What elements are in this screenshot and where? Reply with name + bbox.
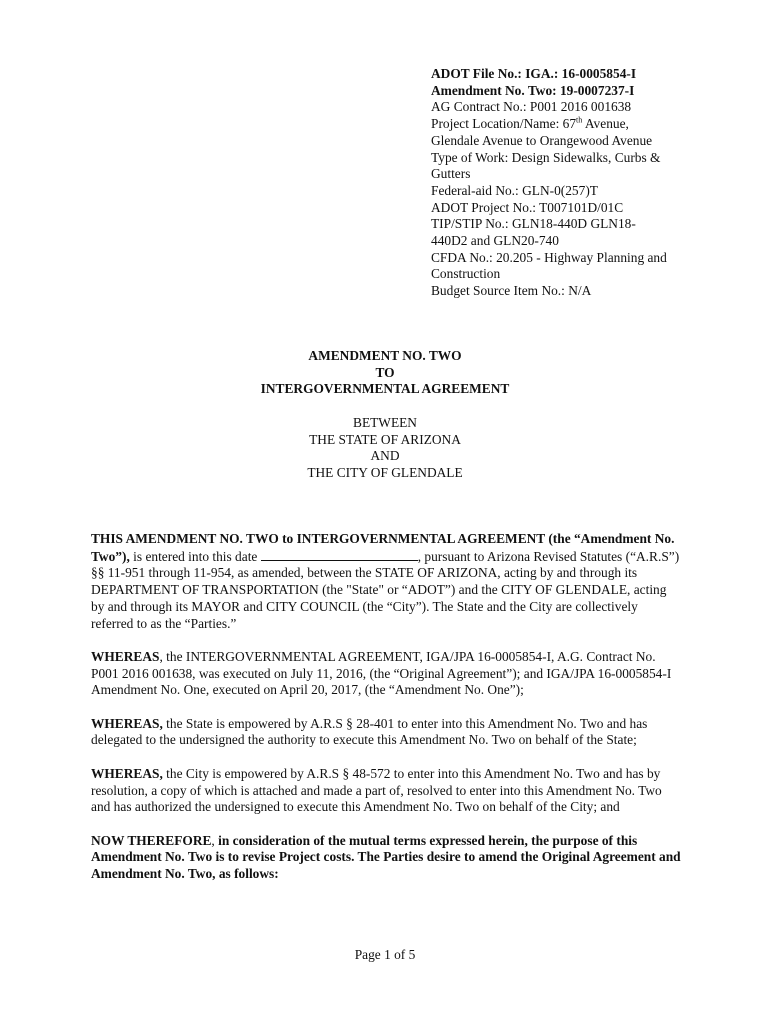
project-location: Project Location/Name: 67th Avenue,	[431, 115, 629, 132]
adot-project-number: ADOT Project No.: T007101D/01C	[431, 199, 624, 215]
title-line: TO	[375, 364, 395, 380]
parties-line: BETWEEN	[353, 415, 417, 430]
federal-aid-number: Federal-aid No.: GLN-0(257)T	[431, 182, 598, 198]
whereas-paragraph-3: WHEREAS, the City is empowered by A.R.S § 48-572 to enter into this Amendment No. Two and has by resolution, a copy of which is attached and made a part of, resolved to enter into this Amendment No. Two and has authorized the undersigned to execute this Amendment No. Two on behalf of the City; and	[91, 765, 662, 815]
parties-line: AND	[370, 448, 400, 464]
page-number: Page 1 of 5	[354, 947, 416, 962]
budget-source-item: Budget Source Item No.: N/A	[431, 283, 592, 299]
title-line: AMENDMENT NO. TWO	[308, 348, 462, 363]
whereas-paragraph-2: WHEREAS, the State is empowered by A.R.S § 28-401 to enter into this Amendment No. Two and has delegated to the undersigned the authority to execute this Amendment No. Two on behalf of the State;	[91, 715, 648, 748]
type-of-work: Type of Work: Design Sidewalks, Curbs &	[431, 149, 661, 165]
tip-stip-number: TIP/STIP No.: GLN18-440D GLN18-	[431, 216, 636, 232]
agreement-body	[91, 531, 683, 899]
tip-stip-number-line2: 440D2 and GLN20-740	[431, 233, 559, 249]
whereas-paragraph-1: WHEREAS, the INTERGOVERNMENTAL AGREEMENT, IGA/JPA 16-0005854-I, A.G. Contract No. P001 2016 001638, was executed on July 11, 2016, (the “Original Agreement”); and IGA/JPA 16-0005854-I Amendment No. One, executed on April 20, 2017, (the “Amendment No. One”);	[91, 648, 672, 698]
cfda-number-line2: Construction	[431, 266, 501, 282]
date-blank-line[interactable]	[261, 548, 418, 561]
parties-line: THE CITY OF GLENDALE	[307, 465, 463, 481]
adot-file-number: ADOT File No.: IGA.: 16-0005854-I	[431, 66, 637, 81]
intro-paragraph: THIS AMENDMENT NO. TWO to INTERGOVERNMENTAL AGREEMENT (the “Amendment No. Two”), is entered into this date , pursuant to Arizona Revised Statutes (“A.R.S”) §§ 11-951 through 11-954, as amended, between the STATE OF ARIZONA, acting by and through its DEPARTMENT OF TRANSPORTATION (the "State" or “ADOT”) and the CITY OF GLENDALE, acting by and through its MAYOR and CITY COUNCIL (the “City”). The State and the City are collectively referred to as the “Parties.”	[91, 531, 680, 631]
now-therefore-paragraph: NOW THEREFORE, in consideration of the mutual terms expressed herein, the purpose of this Amendment No. Two is to revise Project costs. The Parties desire to amend the Original Agreement and Amendment No. Two, as follows:	[91, 832, 681, 881]
parties-line: THE STATE OF ARIZONA	[309, 431, 461, 447]
ag-contract-number: AG Contract No.: P001 2016 001638	[431, 99, 632, 115]
parties-block	[0, 415, 770, 482]
title-line: INTERGOVERNMENTAL AGREEMENT	[260, 381, 510, 397]
type-of-work-line2: Gutters	[431, 166, 471, 182]
document-title	[0, 348, 770, 398]
amendment-number: Amendment No. Two: 19-0007237-I	[431, 82, 635, 98]
cfda-number: CFDA No.: 20.205 - Highway Planning and	[431, 249, 667, 265]
project-location-line2: Glendale Avenue to Orangewood Avenue	[431, 132, 653, 148]
reference-header	[431, 66, 686, 300]
